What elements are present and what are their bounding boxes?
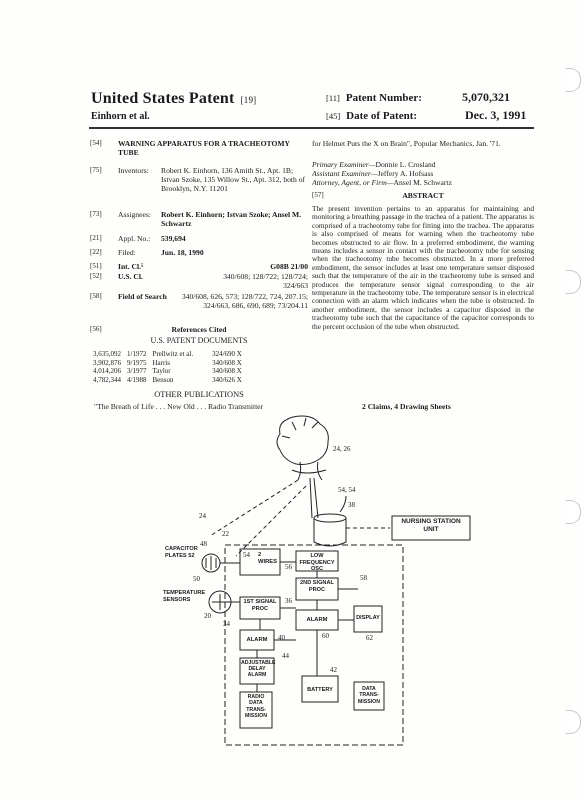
reference-num: 3,902,876 xyxy=(93,358,121,367)
field-label: U.S. Cl. xyxy=(118,272,143,281)
reference-name: Benson xyxy=(152,375,174,384)
capacitor-text: CAPACITOR PLATES xyxy=(165,546,198,559)
other-publications-title: OTHER PUBLICATIONS xyxy=(154,390,244,399)
reference-name: Taylor xyxy=(152,367,171,376)
us-class: 340/608; 128/722; 128/724; 324/663 xyxy=(223,272,308,291)
reference-num: 3,635,092 xyxy=(93,350,121,358)
reference-cls: 340/626 X xyxy=(212,375,242,384)
int-class: G08B 21/00 xyxy=(270,262,308,271)
inventors-short: Einhorn et al. xyxy=(91,111,150,122)
ref-label: 60 xyxy=(322,632,329,640)
field-code: [51] xyxy=(90,262,102,270)
field-code: [45] xyxy=(326,111,341,121)
ref-label: 36 xyxy=(285,597,292,605)
references-subtitle: U.S. PATENT DOCUMENTS xyxy=(150,336,248,346)
nursing-station-label: NURSING STATION UNIT xyxy=(401,518,461,533)
ref-label: 34 xyxy=(223,620,230,628)
reference-cls: 340/608 X xyxy=(212,367,242,376)
field-code: [21] xyxy=(90,234,102,242)
ref-label: 52 xyxy=(188,552,195,559)
capacitor-lines xyxy=(206,556,216,570)
field-label: Int. Cl.⁵ xyxy=(118,262,144,271)
invention-title: WARNING APPARATUS FOR A TRACHEOTOMY TUBE xyxy=(118,139,290,158)
title-text: United States Patent xyxy=(91,90,235,107)
battery-label: BATTERY xyxy=(307,687,333,693)
ref-label: 42 xyxy=(330,666,337,674)
publication-continued: for Helmet Puts the X on Brain", Popular Mechanics, Jan. '71. xyxy=(312,139,501,148)
ref-label: 40 xyxy=(278,634,285,642)
assignees: Robert K. Einhorn; Istvan Szoke; Ansel M. Schwartz xyxy=(161,210,302,229)
claims-count: 2 Claims, 4 Drawing Sheets xyxy=(362,402,451,411)
assistant-value: Jeffery A. Hofsass xyxy=(377,169,434,178)
field-code: [58] xyxy=(90,292,102,300)
ref-label: 44 xyxy=(282,652,289,660)
reference-date: 9/1975 xyxy=(127,358,147,367)
ref-label: 54, 54 xyxy=(338,486,356,494)
collar-outline xyxy=(292,470,326,473)
temperature-sensors-label: TEMPERATURE SENSORS xyxy=(163,590,206,603)
field-code: [57] xyxy=(312,191,324,199)
tube-wires xyxy=(310,478,318,518)
display-label: DISPLAY xyxy=(356,615,380,621)
ref-label: 54 xyxy=(243,551,250,559)
field-label: Appl. No.: xyxy=(118,234,151,243)
patent-number: 5,070,321 xyxy=(462,90,510,104)
primary-label: Primary Examiner— xyxy=(312,160,376,169)
head-outline xyxy=(277,416,328,465)
delay-alarm-label: ADJUSTABLE DELAY ALARM xyxy=(241,660,276,679)
field-code: [73] xyxy=(90,210,102,218)
ref-label: 24 xyxy=(199,512,206,520)
ref-label: 24, 26 xyxy=(333,445,351,453)
data-trans-label: DATA TRANS-MISSION xyxy=(358,686,380,705)
field-label: Inventors: xyxy=(118,166,149,175)
attorney-value: Ansel M. Schwartz xyxy=(393,178,452,187)
alarm-b-label: ALARM xyxy=(306,617,328,623)
attorney-label: Attorney, Agent, or Firm— xyxy=(312,178,394,187)
dashed-line-24 xyxy=(210,480,298,536)
ref-label: 58 xyxy=(360,574,367,582)
radio-label: RADIO DATA TRANS-MISSION xyxy=(245,694,267,720)
field-code: [56] xyxy=(90,325,102,333)
lf-osc-label: LOW FREQUENCY OSC xyxy=(299,553,335,572)
reference-name: Prellwitz et al. xyxy=(152,350,194,358)
inventors: Robert K. Einhorn, 136 Amith St., Apt. 1B; Istvan Szoke, 135 Willow St., Apt. 312, both of Brooklyn, N.Y. 11201 xyxy=(161,166,306,194)
field-of-search: 340/608, 626, 573; 128/722, 724, 207.15; 324/663, 686, 690, 689; 73/204.11 xyxy=(181,292,308,311)
reference-name: Harris xyxy=(152,358,170,367)
application-number: 539,694 xyxy=(161,234,186,243)
capacitor-plates-label xyxy=(165,546,201,559)
ref-label: 22 xyxy=(222,530,229,538)
cup-top xyxy=(314,514,346,522)
label: Date of Patent: xyxy=(346,110,418,122)
primary-value: Donnie L. Crosland xyxy=(375,160,436,169)
ref-label: 56 xyxy=(285,563,292,571)
hair-strokes xyxy=(282,418,318,438)
ref-label: 20 xyxy=(204,612,211,620)
reference-num: 4,782,344 xyxy=(93,375,121,384)
ref-label: 62 xyxy=(366,634,373,642)
assistant-label: Assistant Examiner— xyxy=(312,169,378,178)
ref-label: 48 xyxy=(200,540,207,548)
title-code: [19] xyxy=(240,95,257,105)
field-code: [22] xyxy=(90,248,102,256)
abstract-text: The present invention pertains to an apparatus for maintaining and monitoring a breathing passage in the trachea of a patient. The apparatus is comprised of a tracheotomy tube for fitting into the trachea. The apparatus is also comprised of means for warning when the tracheotomy tube becomes obstructed to air flow. In a preferred embodiment, the warning means includes a sensor in contact with the tracheotomy tube for sensing when the tracheotomy tube becomes obstructed. In a more preferred embodiment, the sensor includes at least one temperature sensor disposed such that the temperature of the air in the tracheotomy tube is sensed and produces the temperature sensor signal corresponding to the air temperature in the tracheotomy tube. The temperature sensor is in electrical connection with an alarm which indicates when the tube is obstructed. In another embodiment, the sensor includes a capacitor disposed in the tracheotomy tube such that the capacitance of the capacitor corresponds to the percent occlusion of the tube when obstructed. xyxy=(312,204,534,331)
field-code: [52] xyxy=(90,272,102,280)
field-label: Filed: xyxy=(118,248,136,257)
field-label: Field of Search xyxy=(118,292,167,301)
label: Patent Number: xyxy=(345,92,422,104)
other-publications-text: "The Breath of Life . . . New Old . . . Radio Transmitter xyxy=(94,402,264,411)
filed-date: Jun. 18, 1990 xyxy=(161,248,204,257)
reference-cls: 340/608 X xyxy=(212,358,242,367)
reference-cls: 324/690 X xyxy=(212,350,242,358)
reference-date: 3/1977 xyxy=(127,367,147,376)
references-title: References Cited xyxy=(171,325,227,334)
abstract-title: ABSTRACT xyxy=(402,191,444,200)
patent-date: Dec. 3, 1991 xyxy=(465,108,527,122)
field-label: Assignees: xyxy=(118,210,151,219)
sig-proc2-label: 2ND SIGNAL PROC xyxy=(300,580,334,593)
wires-label: 2 WIRES xyxy=(258,552,278,565)
ref-label: 38 xyxy=(348,501,355,509)
reference-date: 1/1972 xyxy=(127,350,147,358)
alarm-a-label: ALARM xyxy=(246,637,268,643)
antenna xyxy=(340,496,346,512)
sig-proc1-label: 1ST SIGNAL PROC xyxy=(243,599,277,612)
field-code: [11] xyxy=(326,93,340,103)
reference-num: 4,014,206 xyxy=(93,367,121,376)
field-code: [75] xyxy=(90,166,102,174)
reference-date: 4/1988 xyxy=(127,375,147,384)
ref-label: 50 xyxy=(193,575,200,583)
field-code: [54] xyxy=(90,139,102,147)
